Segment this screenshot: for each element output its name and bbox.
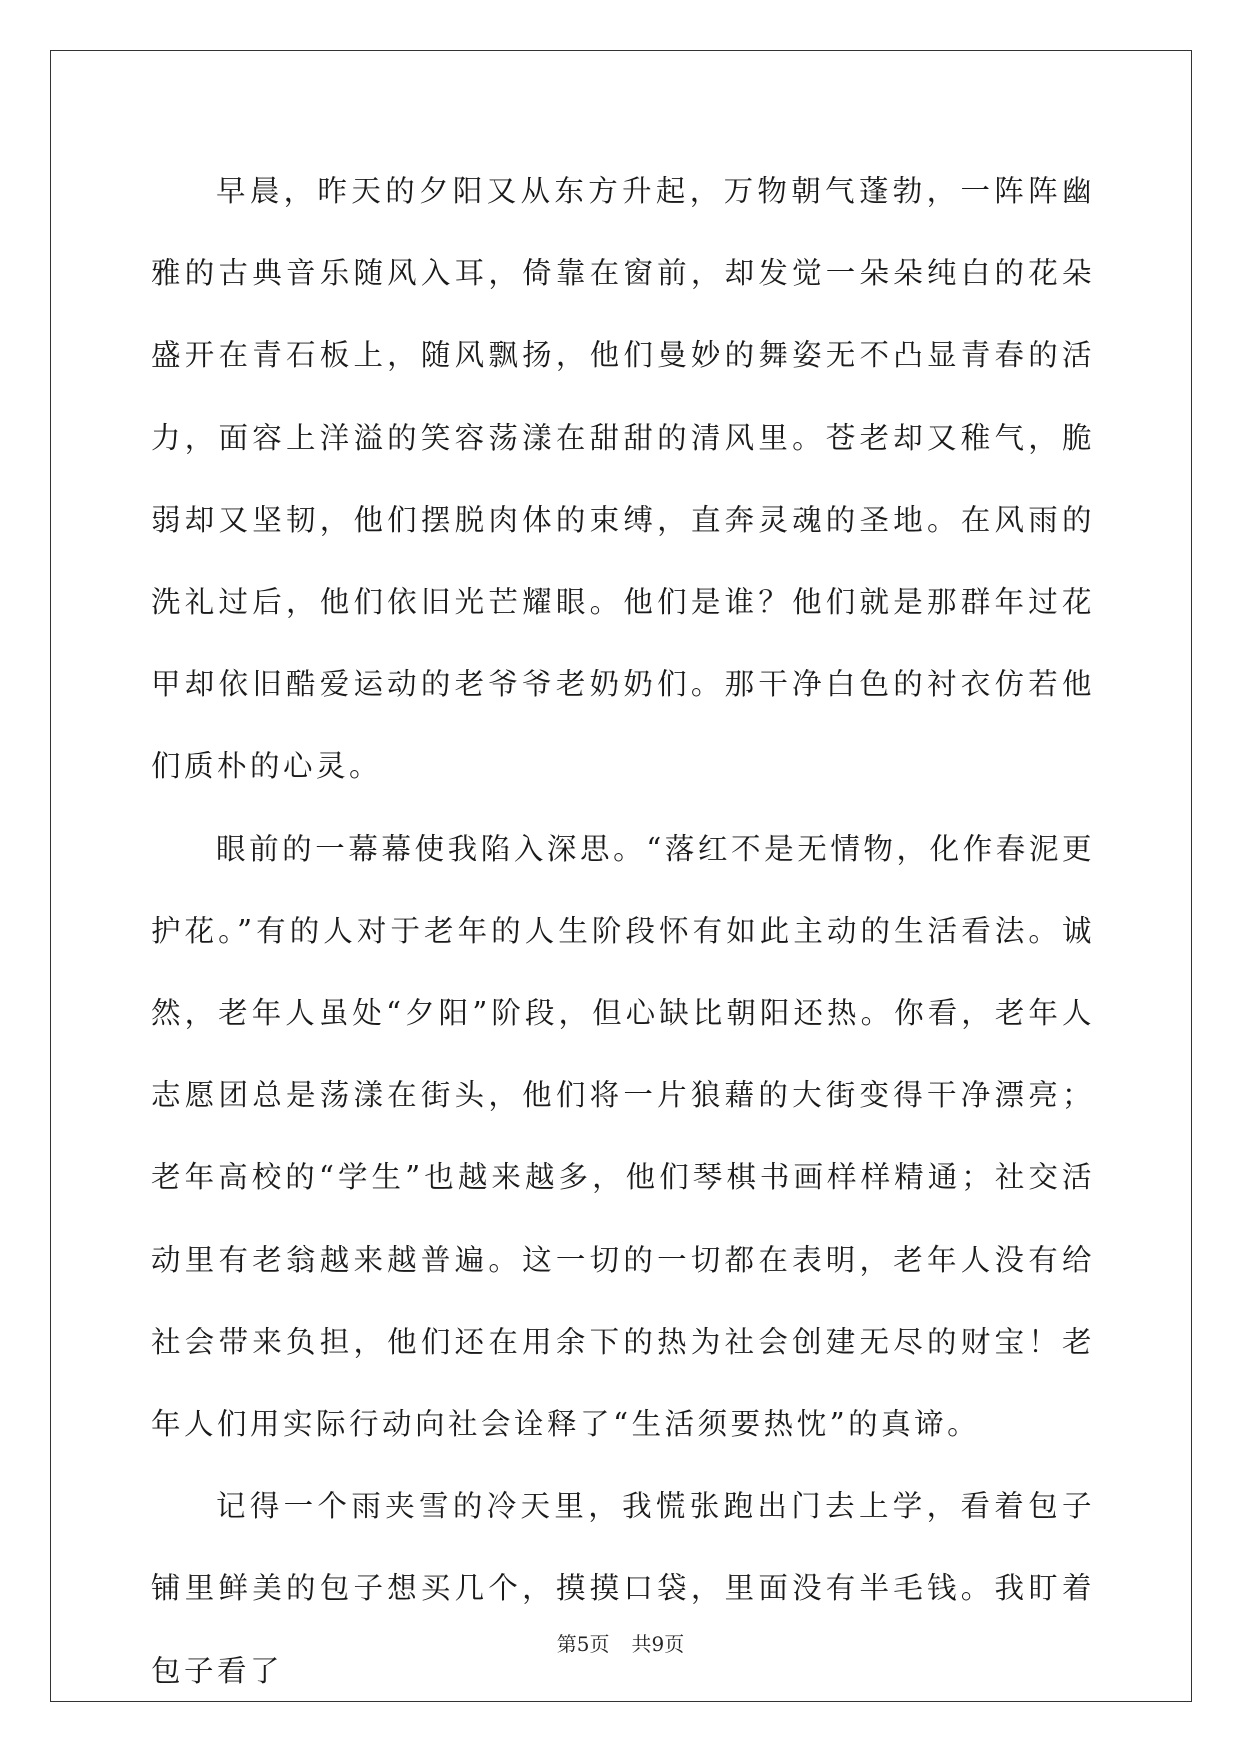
paragraph-3: 记得一个雨夹雪的冷天里，我慌张跑出门去上学，看着包子铺里鲜美的包子想买几个，摸摸口袋，里面没有半毛钱。我盯着包子看了 [151, 1489, 1095, 1688]
paragraph-1: 早晨，昨天的夕阳又从东方升起，万物朝气蓬勃，一阵阵幽雅的古典音乐随风入耳，倚靠在窗前，却发觉一朵朵纯白的花朵盛开在青石板上，随风飘扬，他们曼妙的舞姿无不凸显青春的活力，面容上洋溢的笑容荡漾在甜甜的清风里。苍老却又稚气，脆弱却又坚韧，他们摆脱肉体的束缚，直奔灵魂的圣地。在风雨的洗礼过后，他们依旧光芒耀眼。他们是谁？他们就是那群年过花甲却依旧酷爱运动的老爷爷老奶奶们。那干净白色的衬衣仿若他们质朴的心灵。 [151, 174, 1095, 784]
document-body [151, 150, 1095, 1712]
page-total: 共9页 [631, 1632, 685, 1656]
page-number: 第5页 [556, 1632, 610, 1656]
page-footer [0, 1631, 1241, 1657]
paragraph-2: 眼前的一幕幕使我陷入深思。“落红不是无情物，化作春泥更护花。”有的人对于老年的人生阶段怀有如此主动的生活看法。诚然，老年人虽处“夕阳”阶段，但心缺比朝阳还热。你看，老年人志愿团总是荡漾在街头，他们将一片狼藉的大街变得干净漂亮；老年高校的“学生”也越来越多，他们琴棋书画样样精通；社交活动里有老翁越来越普遍。这一切的一切都在表明，老年人没有给社会带来负担，他们还在用余下的热为社会创建无尽的财宝！老年人们用实际行动向社会诠释了“生活须要热忱”的真谛。 [151, 831, 1095, 1442]
